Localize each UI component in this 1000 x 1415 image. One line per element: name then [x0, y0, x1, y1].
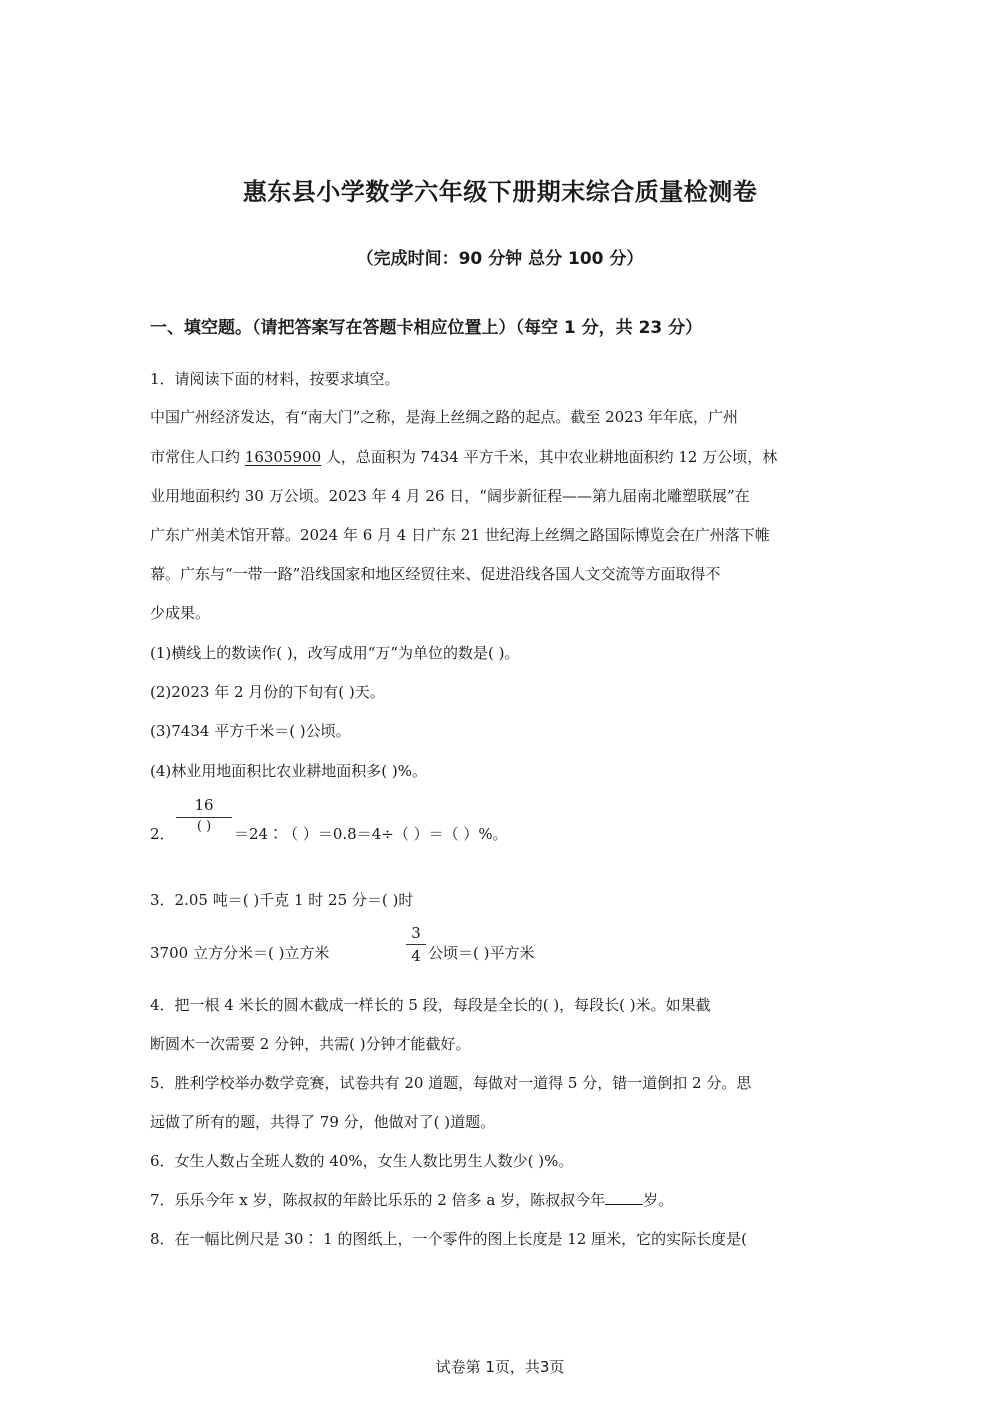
question-4-line-1: 4．把一根 4 米长的圆木截成一样长的 5 段，每段是全长的( )，每段长( )米。如果截: [150, 996, 711, 1014]
question-5-line-2: 远做了所有的题，共得了 79 分，他做对了( )道题。: [150, 1113, 496, 1131]
question-3-line-1: 3．2.05 吨＝( )千克 1 时 25 分＝( )时: [150, 891, 414, 909]
page-footer: 试卷第 1页，共3页: [435, 1358, 565, 1376]
question-1-sub-2: (2)2023 年 2 月份的下旬有( )天。: [150, 683, 385, 701]
question-1-passage-line: 中国广州经济发达，有“南大门”之称，是海上丝绸之路的起点。截至 2023 年年底，广州: [150, 408, 739, 426]
question-1-passage-line: 广东广州美术馆开幕。2024 年 6 月 4 日广东 21 世纪海上丝绸之路国际博览会在广州落下帷: [150, 526, 770, 544]
question-7: [150, 1189, 673, 1210]
fraction-bar: [176, 817, 232, 818]
question-1-prompt: 1．请阅读下面的材料，按要求填空。: [150, 370, 400, 388]
question-2-fraction: [176, 795, 232, 834]
question-3-line-2-part-2: 公顷＝( )平方米: [428, 944, 535, 962]
question-3-line-2-part-1: 3700 立方分米＝( )立方米: [150, 944, 330, 962]
answer-blank-underline: [605, 1192, 643, 1205]
question-1-passage-line: 少成果。: [150, 604, 211, 622]
fraction-numerator: 3: [411, 924, 421, 942]
exam-subtitle: （完成时间：90 分钟 总分 100 分）: [356, 249, 644, 269]
question-1-passage-line: 幕。广东与“一带一路”沿线国家和地区经贸往来、促进沿线各国人文交流等方面取得不: [150, 565, 721, 583]
question-2-equation: ＝24∶（ ）＝0.8＝4÷（ ）＝（ ）%。: [234, 825, 508, 843]
question-1-passage-line: [150, 446, 777, 467]
question-7-text: 7．乐乐今年 x 岁，陈叔叔的年龄比乐乐的 2 倍多 a 岁，陈叔叔今年: [150, 1191, 606, 1209]
passage-text: 人，总面积为 7434 平方千米，其中农业耕地面积约 12 万公顷，林: [321, 448, 778, 466]
section-heading-fill-in: 一、填空题。（请把答案写在答题卡相应位置上）（每空 1 分，共 23 分）: [150, 318, 703, 338]
question-4-line-2: 断圆木一次需要 2 分钟，共需( )分钟才能截好。: [150, 1035, 471, 1053]
underlined-population-number: 16305900: [244, 448, 322, 466]
question-3-fraction: [406, 924, 426, 965]
passage-text: 市常住人口约: [150, 448, 245, 466]
question-8: 8．在一幅比例尺是 30∶ 1 的图纸上，一个零件的图上长度是 12 厘米，它的实际长度是(: [150, 1230, 747, 1248]
fraction-denominator: 4: [411, 947, 421, 965]
question-1-passage-line: 业用地面积约 30 万公顷。2023 年 4 月 26 日，“阔步新征程——第九届南北雕塑联展”在: [150, 487, 750, 505]
fraction-bar: [406, 944, 426, 945]
fraction-numerator: 16: [194, 796, 214, 814]
question-7-text-end: 岁。: [643, 1191, 674, 1209]
question-1-sub-4: (4)林业用地面积比农业耕地面积多( )%。: [150, 762, 427, 780]
question-6: 6．女生人数占全班人数的 40%，女生人数比男生人数少( )%。: [150, 1152, 574, 1170]
question-1-sub-1: (1)横线上的数读作( )，改写成用“万”为单位的数是( )。: [150, 644, 520, 662]
fraction-denominator: ( ): [196, 819, 212, 834]
exam-title: 惠东县小学数学六年级下册期末综合质量检测卷: [242, 178, 758, 206]
question-1-sub-3: (3)7434 平方千米＝( )公顷。: [150, 722, 351, 740]
question-2-label: 2．: [150, 825, 175, 843]
question-5-line-1: 5．胜利学校举办数学竞赛，试卷共有 20 道题，每做对一道得 5 分，错一道倒扣 2 分。思: [150, 1074, 752, 1092]
